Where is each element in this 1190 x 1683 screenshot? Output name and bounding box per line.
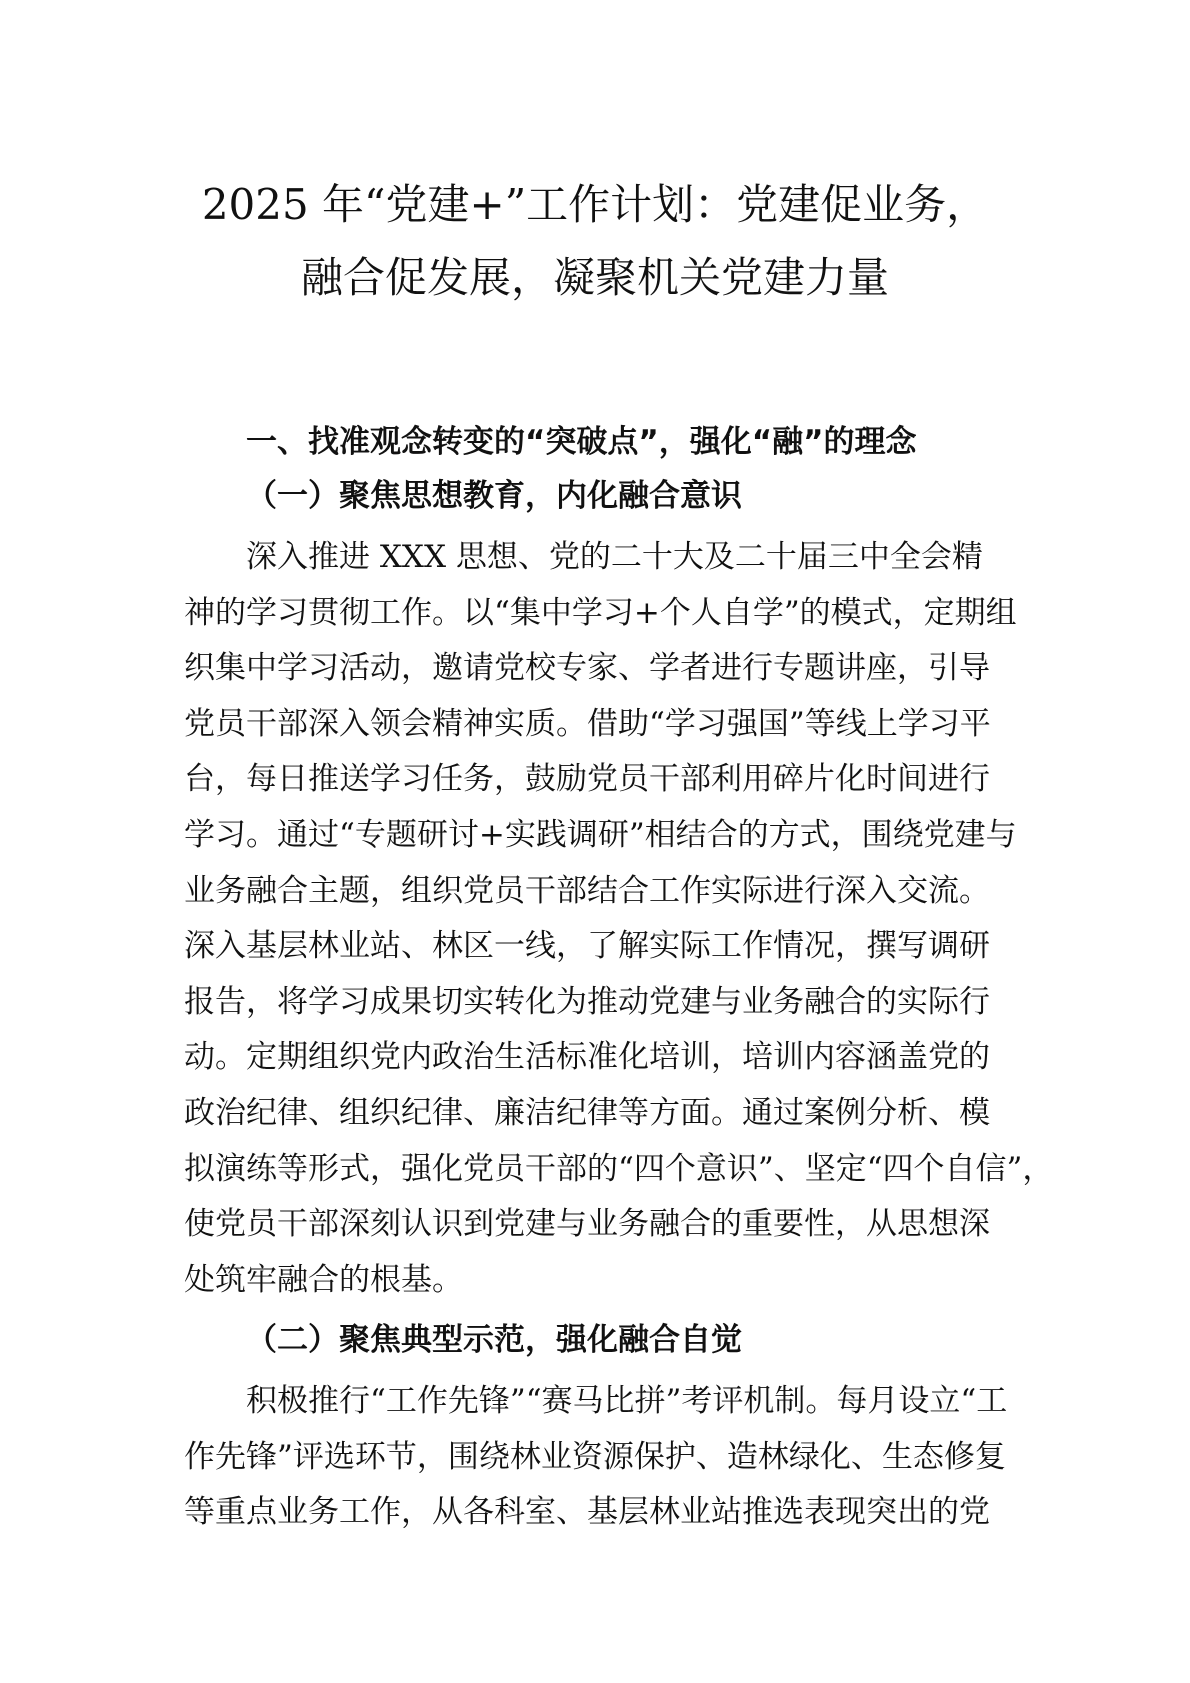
paragraph-line: 处筑牢融合的根基。: [184, 1261, 463, 1298]
subsection-heading-2: （二）聚焦典型示范，强化融合自觉: [246, 1322, 742, 1358]
paragraph-line: 学习。通过“专题研讨+实践调研”相结合的方式，围绕党建与: [184, 816, 1017, 853]
paragraph-line: 深入基层林业站、林区一线，了解实际工作情况，撰写调研: [184, 928, 990, 965]
paragraph-line: 业务融合主题，组织党员干部结合工作实际进行深入交流。: [184, 872, 990, 909]
paragraph-line: 积极推行“工作先锋”“赛马比拼”考评机制。每月设立“工: [246, 1383, 1008, 1419]
document-title: [150, 168, 1040, 314]
paragraph-2: [184, 1374, 1014, 1541]
subsection-heading-1: （一）聚焦思想教育，内化融合意识: [246, 478, 742, 514]
paragraph-line: 神的学习贯彻工作。以“集中学习+个人自学”的模式，定期组: [184, 594, 1017, 631]
title-line-2: 融合促发展，凝聚机关党建力量: [300, 253, 889, 302]
paragraph-line: 织集中学习活动，邀请党校专家、学者进行专题讲座，引导: [184, 650, 990, 687]
paragraph-line: 深入推进 XXX 思想、党的二十大及二十届三中全会精: [246, 539, 983, 575]
paragraph-line: 台，每日推送学习任务，鼓励党员干部利用碎片化时间进行: [184, 761, 990, 798]
paragraph-line: 拟演练等形式，强化党员干部的“四个意识”、坚定“四个自信”，: [184, 1150, 1054, 1187]
title-line-1: 2025 年“党建+”工作计划：党建促业务，: [201, 180, 989, 229]
section-heading-1: 一、找准观念转变的“突破点”，强化“融”的理念: [246, 424, 917, 460]
paragraph-line: 报告，将学习成果切实转化为推动党建与业务融合的实际行: [184, 983, 990, 1020]
paragraph-line: 政治纪律、组织纪律、廉洁纪律等方面。通过案例分析、模: [184, 1094, 990, 1131]
paragraph-line: 动。定期组织党内政治生活标准化培训，培训内容涵盖党的: [184, 1039, 990, 1076]
paragraph-line: 作先锋”评选环节，围绕林业资源保护、造林绿化、生态修复: [184, 1438, 1006, 1475]
paragraph-line: 党员干部深入领会精神实质。借助“学习强国”等线上学习平: [184, 705, 991, 742]
paragraph-line: 等重点业务工作，从各科室、基层林业站推选表现突出的党: [184, 1494, 990, 1531]
paragraph-1: [184, 530, 1054, 1308]
paragraph-line: 使党员干部深刻认识到党建与业务融合的重要性，从思想深: [184, 1206, 990, 1243]
